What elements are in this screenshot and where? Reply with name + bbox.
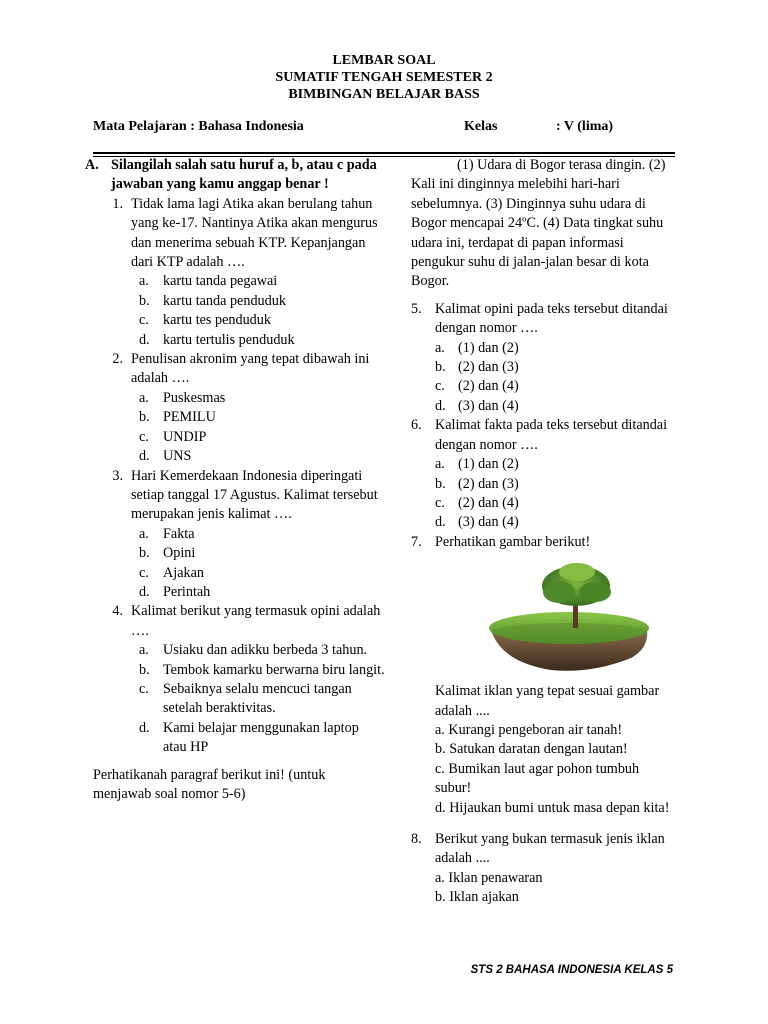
option-letter: a. [139, 273, 149, 290]
options-list [411, 339, 676, 417]
options-list [85, 641, 385, 757]
option-letter: b. [139, 661, 150, 678]
option-letter: d. [435, 397, 446, 414]
question-text: Kalimat fakta pada teks tersebut ditandai dengan nomor …. [435, 417, 668, 453]
option-letter: d. [435, 514, 446, 531]
option-b[interactable] [139, 661, 385, 680]
q7-option-b[interactable]: b. Satukan daratan dengan lautan! [435, 741, 628, 758]
option-text: Perintah [163, 583, 211, 600]
option-text: kartu tertulis penduduk [163, 331, 295, 348]
question-1 [85, 195, 385, 350]
option-d[interactable] [435, 397, 676, 416]
option-letter: a. [435, 339, 445, 356]
q7-prompt: Kalimat iklan yang tepat sesuai gambar adalah .... [435, 683, 660, 719]
option-a[interactable] [435, 339, 676, 358]
question-number: 4. [112, 603, 123, 620]
class-value: : V (lima) [556, 119, 614, 134]
question-number: 6. [411, 417, 422, 434]
question-5 [411, 300, 676, 416]
title-line-3: BIMBINGAN BELAJAR BASS [288, 87, 480, 102]
option-a[interactable] [435, 455, 676, 474]
options-list [85, 272, 385, 350]
question-2 [85, 350, 385, 466]
left-column [85, 156, 385, 804]
option-a[interactable] [139, 641, 385, 660]
option-letter: b. [139, 545, 150, 562]
option-letter: b. [435, 475, 446, 492]
option-letter: d. [139, 331, 150, 348]
section-instruction: Silangilah salah satu huruf a, b, atau c pada jawaban yang kamu anggap benar ! [111, 157, 377, 193]
option-text: (2) dan (3) [458, 475, 519, 492]
option-d[interactable] [139, 719, 385, 758]
question-text: Kalimat opini pada teks tersebut ditandai dengan nomor …. [435, 300, 668, 337]
option-letter: d. [139, 448, 150, 465]
option-letter: b. [435, 359, 446, 376]
question-text: Kalimat berikut yang termasuk opini adalah …. [131, 603, 381, 639]
option-text: kartu tanda penduduk [163, 292, 286, 309]
question-4 [85, 602, 385, 757]
question-text: Penulisan akronim yang tepat dibawah ini adalah …. [131, 351, 370, 387]
section-letter: A. [85, 157, 99, 173]
option-text: (3) dan (4) [458, 514, 519, 531]
q7-option-a[interactable]: a. Kurangi pengeboran air tanah! [435, 721, 623, 738]
option-text: kartu tes penduduk [163, 312, 271, 329]
question-number: 5. [411, 300, 422, 317]
option-c[interactable] [139, 564, 385, 583]
page-footer: STS 2 BAHASA INDONESIA KELAS 5 [470, 964, 673, 976]
option-b[interactable] [139, 292, 385, 311]
subject-label: Mata Pelajaran : Bahasa Indonesia [93, 119, 304, 134]
option-text: (2) dan (4) [458, 378, 519, 395]
title-line-2: SUMATIF TENGAH SEMESTER 2 [275, 70, 493, 85]
option-c[interactable] [139, 428, 385, 447]
option-letter: c. [435, 378, 445, 395]
option-c[interactable] [435, 377, 676, 396]
section-a-header [85, 156, 385, 195]
option-letter: c. [139, 564, 149, 581]
question-text: Berikut yang bukan termasuk jenis iklan adalah .... [435, 830, 665, 867]
question-text: Tidak lama lagi Atika akan berulang tahun yang ke-17. Nantinya Atika akan mengurus dan menerima sebuah KTP. Kepanjangan dari KTP adalah …. [131, 195, 378, 271]
option-b[interactable] [435, 358, 676, 377]
option-text: (1) dan (2) [458, 456, 519, 473]
class-label: Kelas [464, 119, 498, 134]
divider-thick [93, 152, 675, 154]
q8-option-b[interactable]: b. Iklan ajakan [435, 889, 519, 906]
q7-option-c[interactable]: c. Bumikan laut agar pohon tumbuh subur! [435, 760, 640, 797]
option-c[interactable] [139, 311, 385, 330]
option-text: (2) dan (3) [458, 359, 519, 376]
option-text: UNDIP [163, 428, 207, 445]
page-header [0, 52, 768, 103]
right-column [411, 156, 676, 908]
option-letter: c. [139, 680, 149, 697]
question-6 [411, 416, 676, 532]
option-letter: a. [139, 389, 149, 406]
option-a[interactable] [139, 389, 385, 408]
option-text: kartu tanda pegawai [163, 273, 278, 290]
option-letter: a. [139, 642, 149, 659]
option-letter: a. [139, 525, 149, 542]
question-number: 2. [112, 351, 123, 368]
question-7 [411, 533, 676, 552]
option-letter: c. [139, 312, 149, 329]
paragraph-intro: Perhatikanah paragraf berikut ini! (untuk menjawab soal nomor 5-6) [93, 766, 326, 802]
question-number: 8. [411, 830, 422, 847]
passage-sentence-1: (1) Udara di Bogor terasa dingin. [457, 157, 646, 173]
option-letter: b. [139, 409, 150, 426]
question-3 [85, 467, 385, 603]
title-line-1: LEMBAR SOAL [332, 53, 436, 68]
option-text: (3) dan (4) [458, 397, 519, 414]
option-letter: c. [435, 494, 445, 511]
passage-rest: (2) Kali ini dinginnya melebihi hari-hari sebelumnya. (3) Dinginnya suhu udara di Bogor mencapai 24ºC. (4) Data tingkat suhu udara ini, terdapat di papan informasi pengukur suhu di jalan-jalan besar di kota Bogor. [411, 157, 666, 290]
option-text: PEMILU [163, 409, 216, 426]
option-letter: a. [435, 456, 445, 473]
option-d[interactable] [139, 583, 385, 602]
q7-option-d[interactable]: d. Hijaukan bumi untuk masa depan kita! [435, 799, 670, 816]
option-d[interactable] [139, 447, 385, 466]
reading-passage [411, 156, 676, 292]
option-b[interactable] [435, 475, 676, 494]
option-text: (1) dan (2) [458, 339, 519, 356]
options-list [411, 455, 676, 533]
q7-answer-block [411, 682, 676, 818]
option-text: UNS [163, 448, 192, 465]
option-letter: c. [139, 428, 149, 445]
options-list [85, 389, 385, 467]
question-number: 3. [112, 467, 123, 484]
option-text: Fakta [163, 525, 195, 542]
option-text: (2) dan (4) [458, 494, 519, 511]
option-text: Opini [163, 545, 196, 562]
option-c[interactable] [435, 494, 676, 513]
option-text: Usiaku dan adikku berbeda 3 tahun. [163, 642, 368, 659]
option-letter: d. [139, 583, 150, 600]
option-b[interactable] [139, 408, 385, 427]
question-8 [411, 830, 676, 908]
option-text: Puskesmas [163, 389, 226, 406]
option-text: Kami belajar menggunakan laptop atau HP [163, 719, 359, 756]
option-a[interactable] [139, 525, 385, 544]
option-text: Ajakan [163, 564, 204, 581]
question-number: 1. [112, 195, 123, 212]
floating-island-tree-image [481, 562, 653, 674]
option-b[interactable] [139, 544, 385, 563]
option-text: Sebaiknya selalu mencuci tangan setelah beraktivitas. [163, 680, 352, 717]
option-letter: b. [139, 292, 150, 309]
option-letter: d. [139, 719, 150, 736]
option-c[interactable] [139, 680, 385, 719]
option-d[interactable] [435, 513, 676, 532]
options-list [85, 525, 385, 603]
question-text: Hari Kemerdekaan Indonesia diperingati setiap tanggal 17 Agustus. Kalimat tersebut merupakan jenis kalimat …. [131, 467, 378, 523]
q8-option-a[interactable]: a. Iklan penawaran [435, 869, 543, 886]
question-number: 7. [411, 533, 422, 550]
option-a[interactable] [139, 272, 385, 291]
option-d[interactable] [139, 331, 385, 350]
question-text: Perhatikan gambar berikut! [435, 533, 591, 550]
option-text: Tembok kamarku berwarna biru langit. [163, 661, 385, 678]
